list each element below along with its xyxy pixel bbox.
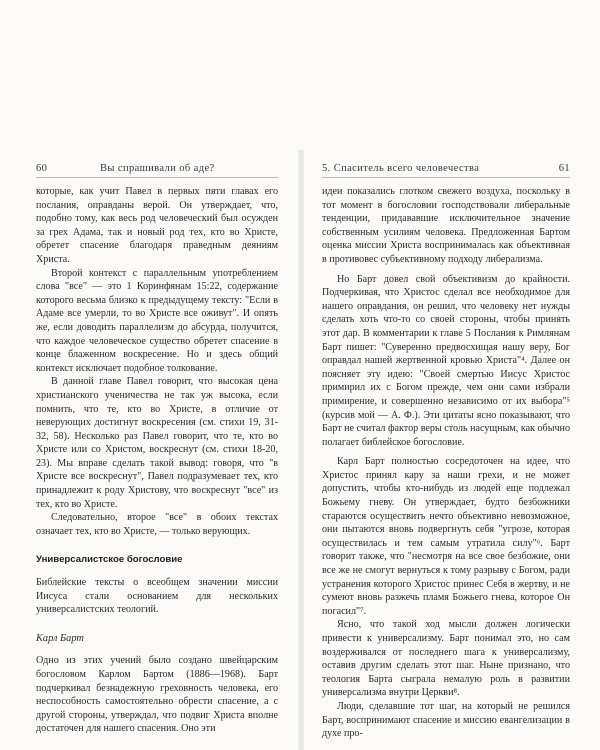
- left-page-number: 60: [36, 163, 48, 174]
- right-page-body: [322, 185, 570, 741]
- paragraph: Но Барт довел свой объективизм до крайности. Подчеркивая, что Христос сделал все необходимое для нашего оправдания, он решил, что человеку нет нужды сделать хоть что-то со своей стороны, чтобы принять этот дар. В комментарии к главе 5 Послания к Римлянам Барт пишет: "Суверенно предвосхищая нашу веру, Бог оправдал нашей жертвенной кровью Христа"⁴. Далее он поясняет эту идею: "Своей смертью Иисус Христос примирил их с Богом прежде, чем они сами избрали примирение, и совершенно независимо от их выбора"⁵ (курсив мой — А. Ф.). Эти цитаты ясно показывают, что Барт не считал фактор веры столь насущным, как обычно полагает библейское богословие.: [322, 273, 570, 448]
- right-running-title: 5. Спаситель всего человечества: [322, 163, 480, 174]
- left-running-title: Вы спрашивали об аде?: [100, 163, 215, 174]
- left-page-body: [36, 185, 278, 736]
- book-gutter: [298, 150, 304, 750]
- subsection-heading: Карл Барт: [36, 632, 84, 644]
- paragraph: Одно из этих учений было создано швейцарским богословом Карлом Бартом (1886—1968). Барт подчеркивал безнадежную греховность человека, его неспособность самостоятельно обрести спасение, а с другой стороны, утверждал, что подвиг Христа вполне достаточен для нашего спасения. Оно эти: [36, 655, 278, 735]
- paragraph: которые, как учит Павел в первых пяти главах его послания, оправданы верой. Он утверждает, что, подобно тому, как весь род человеческий был осужден за грех Адама, так и новый род тех, кто во Христе, обретет спасение благодаря праведным деяниям Христа.: [36, 186, 278, 265]
- paragraph: Следовательно, второе "все" в обоих текстах означает тех, кто во Христе, — только верующих.: [36, 512, 278, 537]
- paragraph: идеи показались глотком свежего воздуха, поскольку в тот момент в богословии господствовали либеральные тенденции, придававшие исключительное значение собственным усилиям человека. Предложенная Бартом оценка миссии Христа воспринималась как объективная в противовес субъективному подходу либерализма.: [322, 186, 570, 265]
- left-page: [36, 163, 278, 736]
- left-page-header: [36, 163, 278, 178]
- paragraph: В данной главе Павел говорит, что высокая цена христианского ученичества не так уж высока, если помнить, что те, кто во Христе, в отличие от неверующих достигнут воскресения (см. стихи 19, 31-32, 58). Несколько раз Павел говорит, что те, кто во Христе или со Христом, воскреснут (см. стихи 18-20, 23). Мы вправе сделать такой вывод: говоря, что "в Христе все воскреснут", Павел подразумевает тех, кто принадлежит к роду Христову, что воскреснут "все" из тех, кто во Христе.: [36, 376, 278, 510]
- paragraph: Люди, сделавшие тот шаг, на который не решился Барт, воспринимают спасение и миссию евангелизации в духе про-: [322, 700, 570, 740]
- right-page: [322, 163, 570, 741]
- paragraph: Библейские тексты о всеобщем значении миссии Иисуса стали основанием для нескольких универсалистских теологий.: [36, 577, 278, 616]
- paragraph: Ясно, что такой ход мысли должен логически привести к универсализму. Барт понимал это, но сам воздерживался от последнего шага к универсализму, оставив другим сделать этот шаг. Ныне признано, что теология Барта сыграла немалую роль в развитии универсализма внутри Церкви⁸.: [322, 619, 570, 699]
- right-page-number: 61: [558, 163, 570, 174]
- section-heading: Универсалистское богословие: [36, 554, 183, 566]
- right-page-header: [322, 163, 570, 178]
- paragraph: Второй контекст с параллельным употреблением слова "все" — это 1 Коринфянам 15:22, содержание которого весьма близко к предыдущему тексту: "Если в Адаме все умерли, то во Христе все оживут". И опять же, если доводить параллелизм до абсурда, получится, что каждое человеческое существо обретет спасение в конце блаженном воскресение. Но и здесь общий контекст исключает подобное толкование.: [36, 267, 278, 374]
- paragraph: Карл Барт полностью сосредоточен на идее, что Христос принял кару за наши грехи, и не может допустить, чтобы кто-нибудь из людей еще подлежал Божьему гневу. Он утверждает, будто безбожники стараются осуществить нечто объективно невозможное, они пытаются вновь подвергнуть себя "угрозе, которая осуществилась и тем самым утратила силу"⁶. Барт говорит также, что "несмотря на все свое безбожие, они все же не смогут вернуться к тому разрыву с Богом, ради устранения которого Христос принес Себя в жертву, и не сумеют вновь разжечь пламя Божьего гнева, которое Он погасил"⁷.: [322, 456, 570, 617]
